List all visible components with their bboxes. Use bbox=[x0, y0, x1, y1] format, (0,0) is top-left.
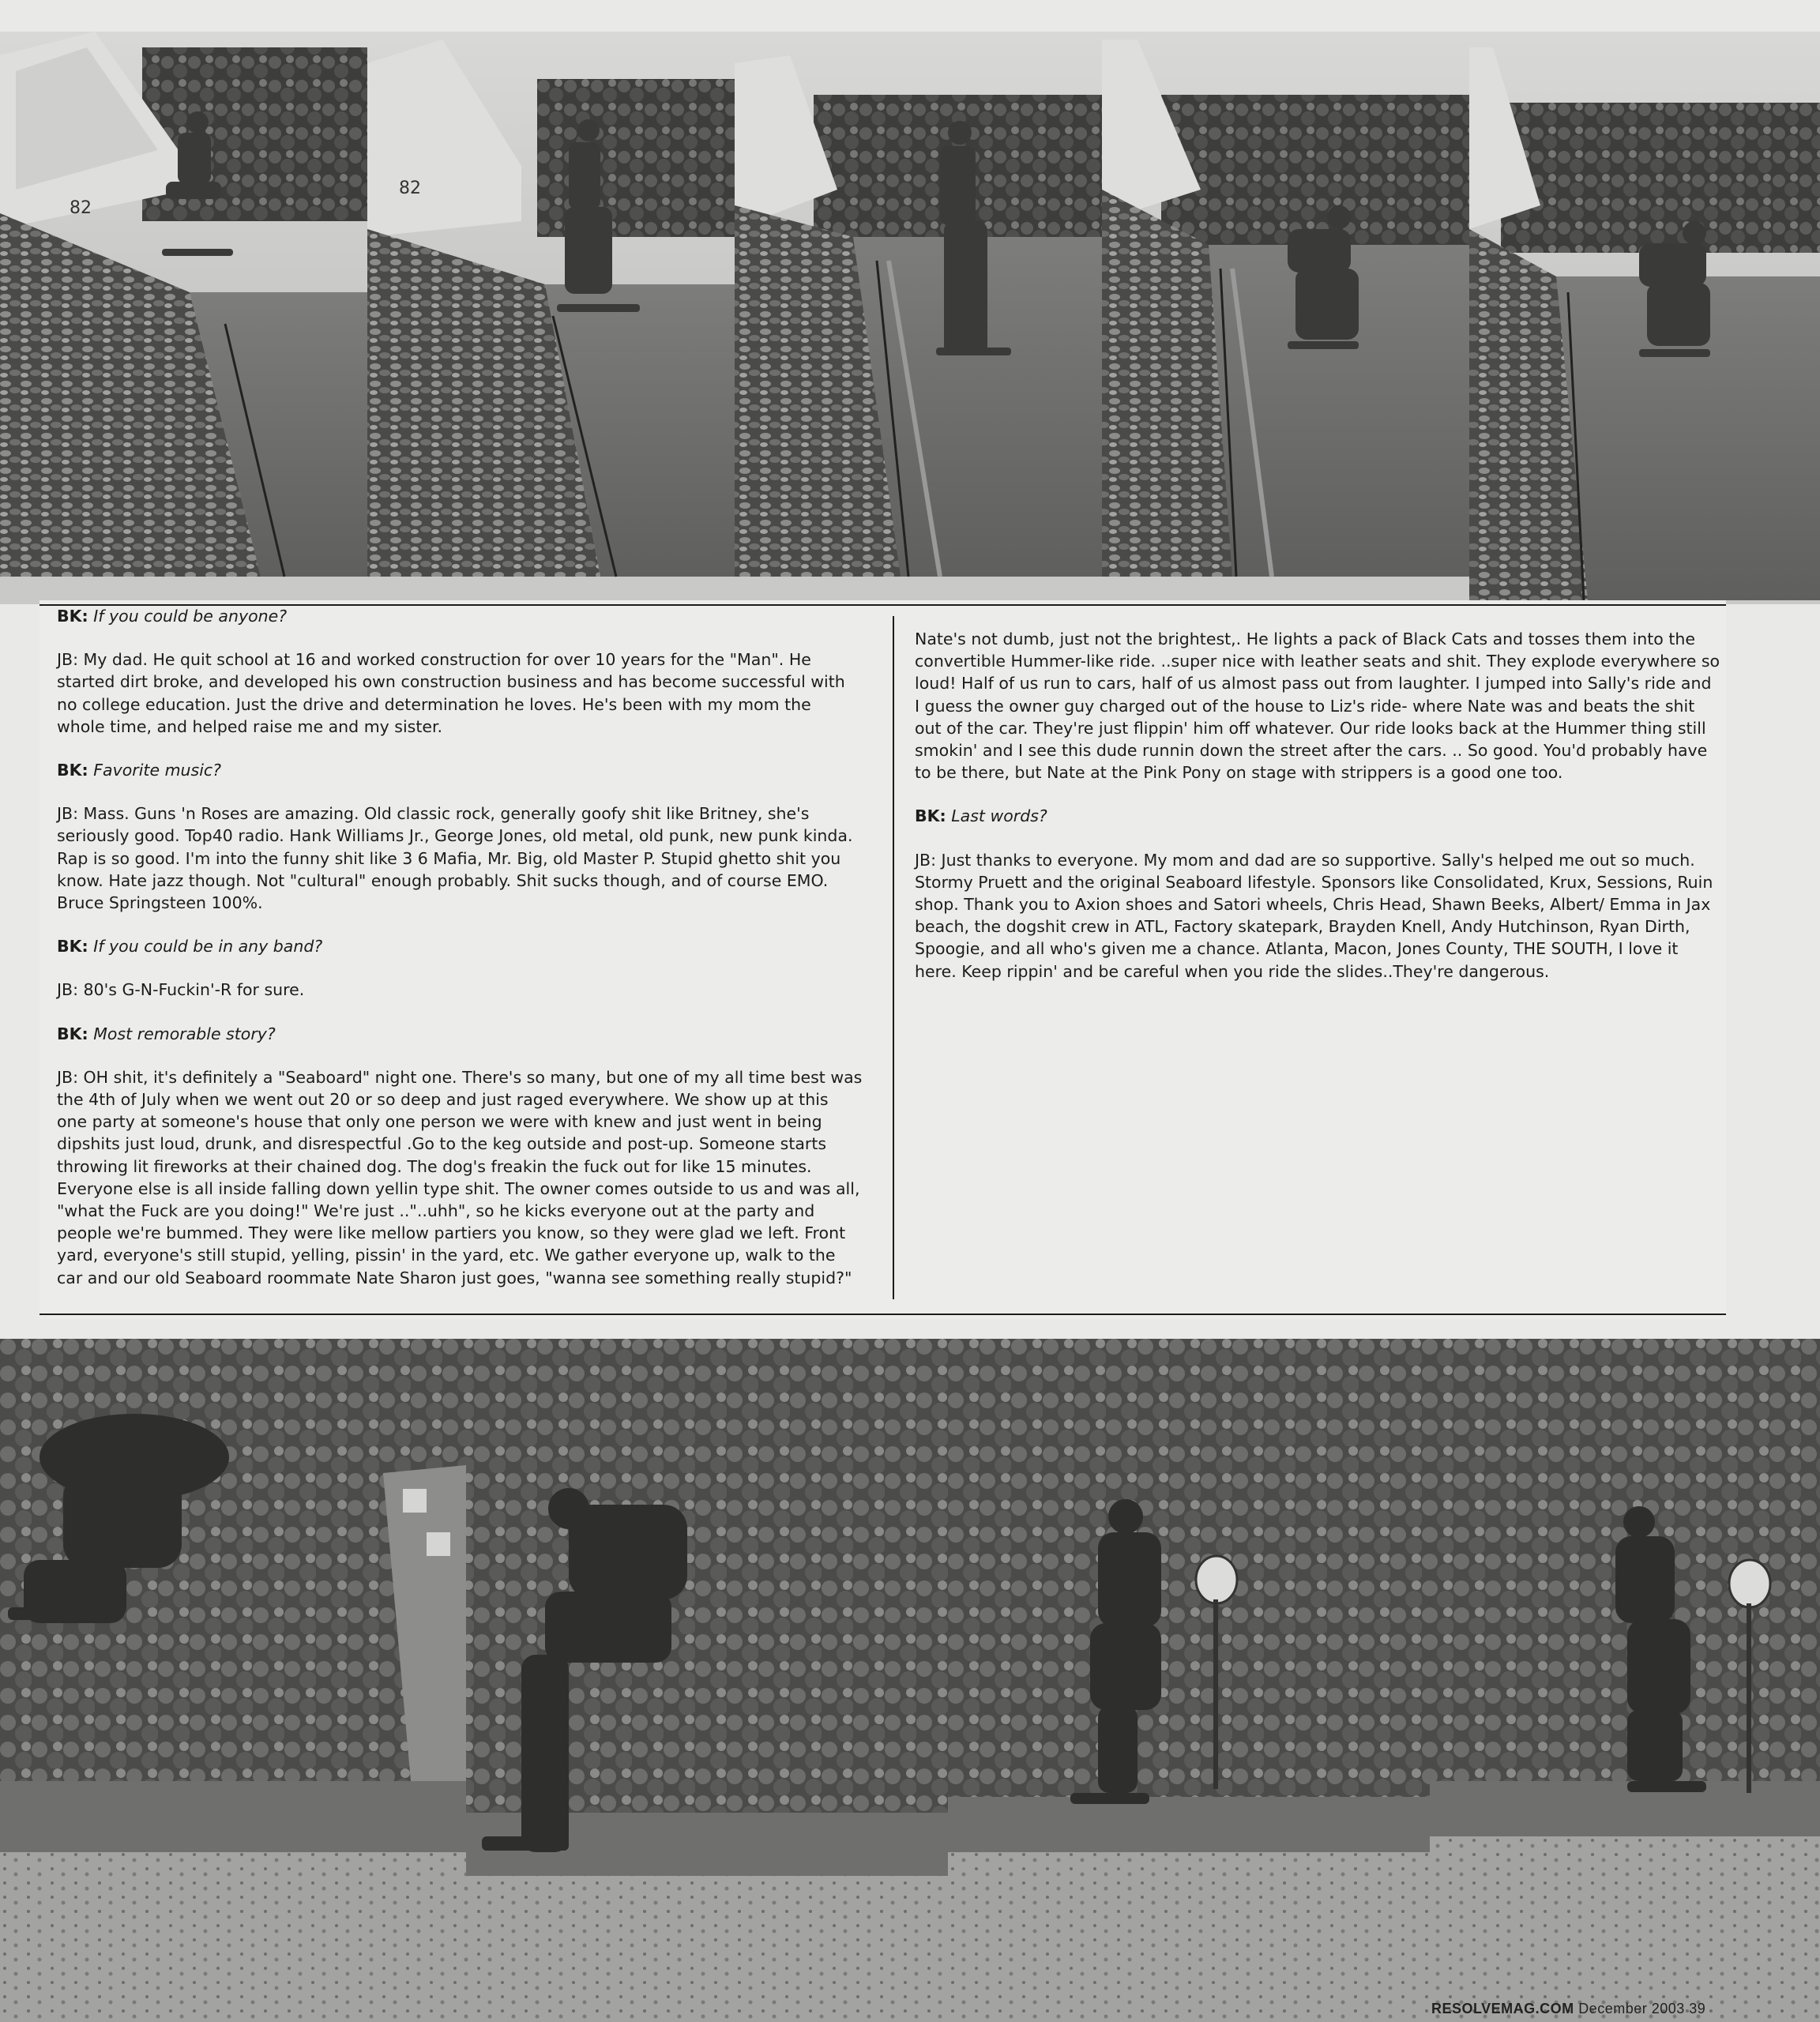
top-photo-frame-1 bbox=[0, 32, 367, 577]
question-3: BK: If you could be in any band? bbox=[57, 937, 323, 957]
question-2: BK: Favorite music? bbox=[57, 761, 222, 780]
svg-text:82: 82 bbox=[70, 198, 92, 218]
top-photo-sequence bbox=[0, 32, 1820, 604]
right-column bbox=[915, 628, 1720, 1004]
top-photo-frame-4 bbox=[1102, 32, 1469, 577]
question-4: BK: Most remorable story? bbox=[57, 1024, 276, 1043]
question-1: BK: If you could be anyone? bbox=[57, 607, 288, 626]
bottom-photo-frame-4 bbox=[1430, 1339, 1820, 2022]
bottom-rule bbox=[39, 1314, 1726, 1315]
top-photo-frame-3 bbox=[735, 32, 1102, 577]
page-footer bbox=[1431, 2001, 1705, 2017]
bottom-photo-frame-1 bbox=[0, 1339, 466, 2022]
bottom-photo-sequence bbox=[0, 1339, 1820, 2022]
column-divider bbox=[893, 616, 894, 1299]
top-photo-frame-5 bbox=[1469, 32, 1820, 600]
footer-page-number: 39 bbox=[1689, 2001, 1706, 2016]
bottom-photo-frame-2 bbox=[466, 1339, 948, 2022]
answer-4: JB: OH shit, it's definitely a "Seaboard" night one. There's so many, but one of my all time best was the 4th of July when we went out 20 or so deep and just raged everywhere. We show up at this one party at someone's house that only one person we were with knew and just went in being dipshits just loud, drunk, and disrespectful .Go to the keg outside and post-up. Someone starts throwing lit fireworks at their chained dog. The dog's freakin the fuck out for like 15 minutes. Everyone else is all inside falling down yellin type shit. The owner comes outside to us and was all, "what the Fuck are you doing!" We're just .."..uhh", so he kicks everyone out at the party and people we're bummed. They were like mellow partiers you know, so they were glad we left. Front yard, everyone's still stupid, yelling, pissin' in the yard, etc. We gather everyone up, walk to the car and our old Seaboard roommate Nate Sharon just goes, "wanna see something really stupid?" bbox=[57, 1067, 863, 1287]
answer-3: JB: 80's G-N-Fuckin'-R for sure. bbox=[57, 980, 305, 1000]
svg-text:82: 82 bbox=[399, 179, 421, 198]
answer-1: JB: My dad. He quit school at 16 and worked construction for over 10 years for the "Man". He started dirt broke, and developed his own construction business and has become successful with no college education. Just the drive and determination he loves. He's been with my mom the whole time, and helped raise me and my sister. bbox=[57, 650, 845, 736]
left-column bbox=[57, 605, 863, 1310]
top-photo-frame-2 bbox=[367, 32, 735, 577]
answer-2: JB: Mass. Guns 'n Roses are amazing. Old classic rock, generally goofy shit like Britney, she's seriously good. Top40 radio. Hank Williams Jr., George Jones, old metal, old punk, new punk kinda. Rap is so good. I'm into the funny shit like 3 6 Mafia, Mr. Big, old Master P. Stupid ghetto shit you know. Hate jazz though. Not "cultural" enough probably. Shit sucks though, and of course EMO. Bruce Springsteen 100%. bbox=[57, 804, 853, 913]
question-5: BK: Last words? bbox=[915, 806, 1047, 826]
answer-5: JB: Just thanks to everyone. My mom and dad are so supportive. Sally's helped me out so much. Stormy Pruett and the original Seaboard lifestyle. Sponsors like Consolidated, Krux, Sessions, Ruin shop. Thank you to Axion shoes and Satori wheels, Chris Head, Shawn Beeks, Albert/ Emma in Jax beach, the dogshit crew in ATL, Factory skatepark, Brayden Knell, Andy Hutchinson, Ryan Dirth, Spoogie, and all who's given me a chance. Atlanta, Macon, Jones County, THE SOUTH, I love it here. Keep rippin' and be careful when you ride the slides..They're dangerous. bbox=[915, 850, 1713, 981]
bottom-photo-frame-3 bbox=[948, 1339, 1430, 2022]
answer-4-continued: Nate's not dumb, just not the brightest,. He lights a pack of Black Cats and tosses them into the convertible Hummer-like ride. ..super nice with leather seats and shit. They explode everywhere so loud! Half of us run to cars, half of us almost pass out from laughter. I jumped into Sally's ride and I guess the owner guy charged out of the house to Liz's ride- where Nate was and beats the shit out of the car. They're just flippin' him off whatever. Our ride looks back at the Hummer thing still smokin' and I see this dude runnin down the street after the cars. .. So good. You'd probably have to be there, but Nate at the Pink Pony on stage with strippers is a good one too. bbox=[915, 630, 1720, 783]
footer-site: RESOLVEMAG.COM bbox=[1431, 2001, 1574, 2016]
footer-issue: December 2003 bbox=[1578, 2001, 1685, 2016]
